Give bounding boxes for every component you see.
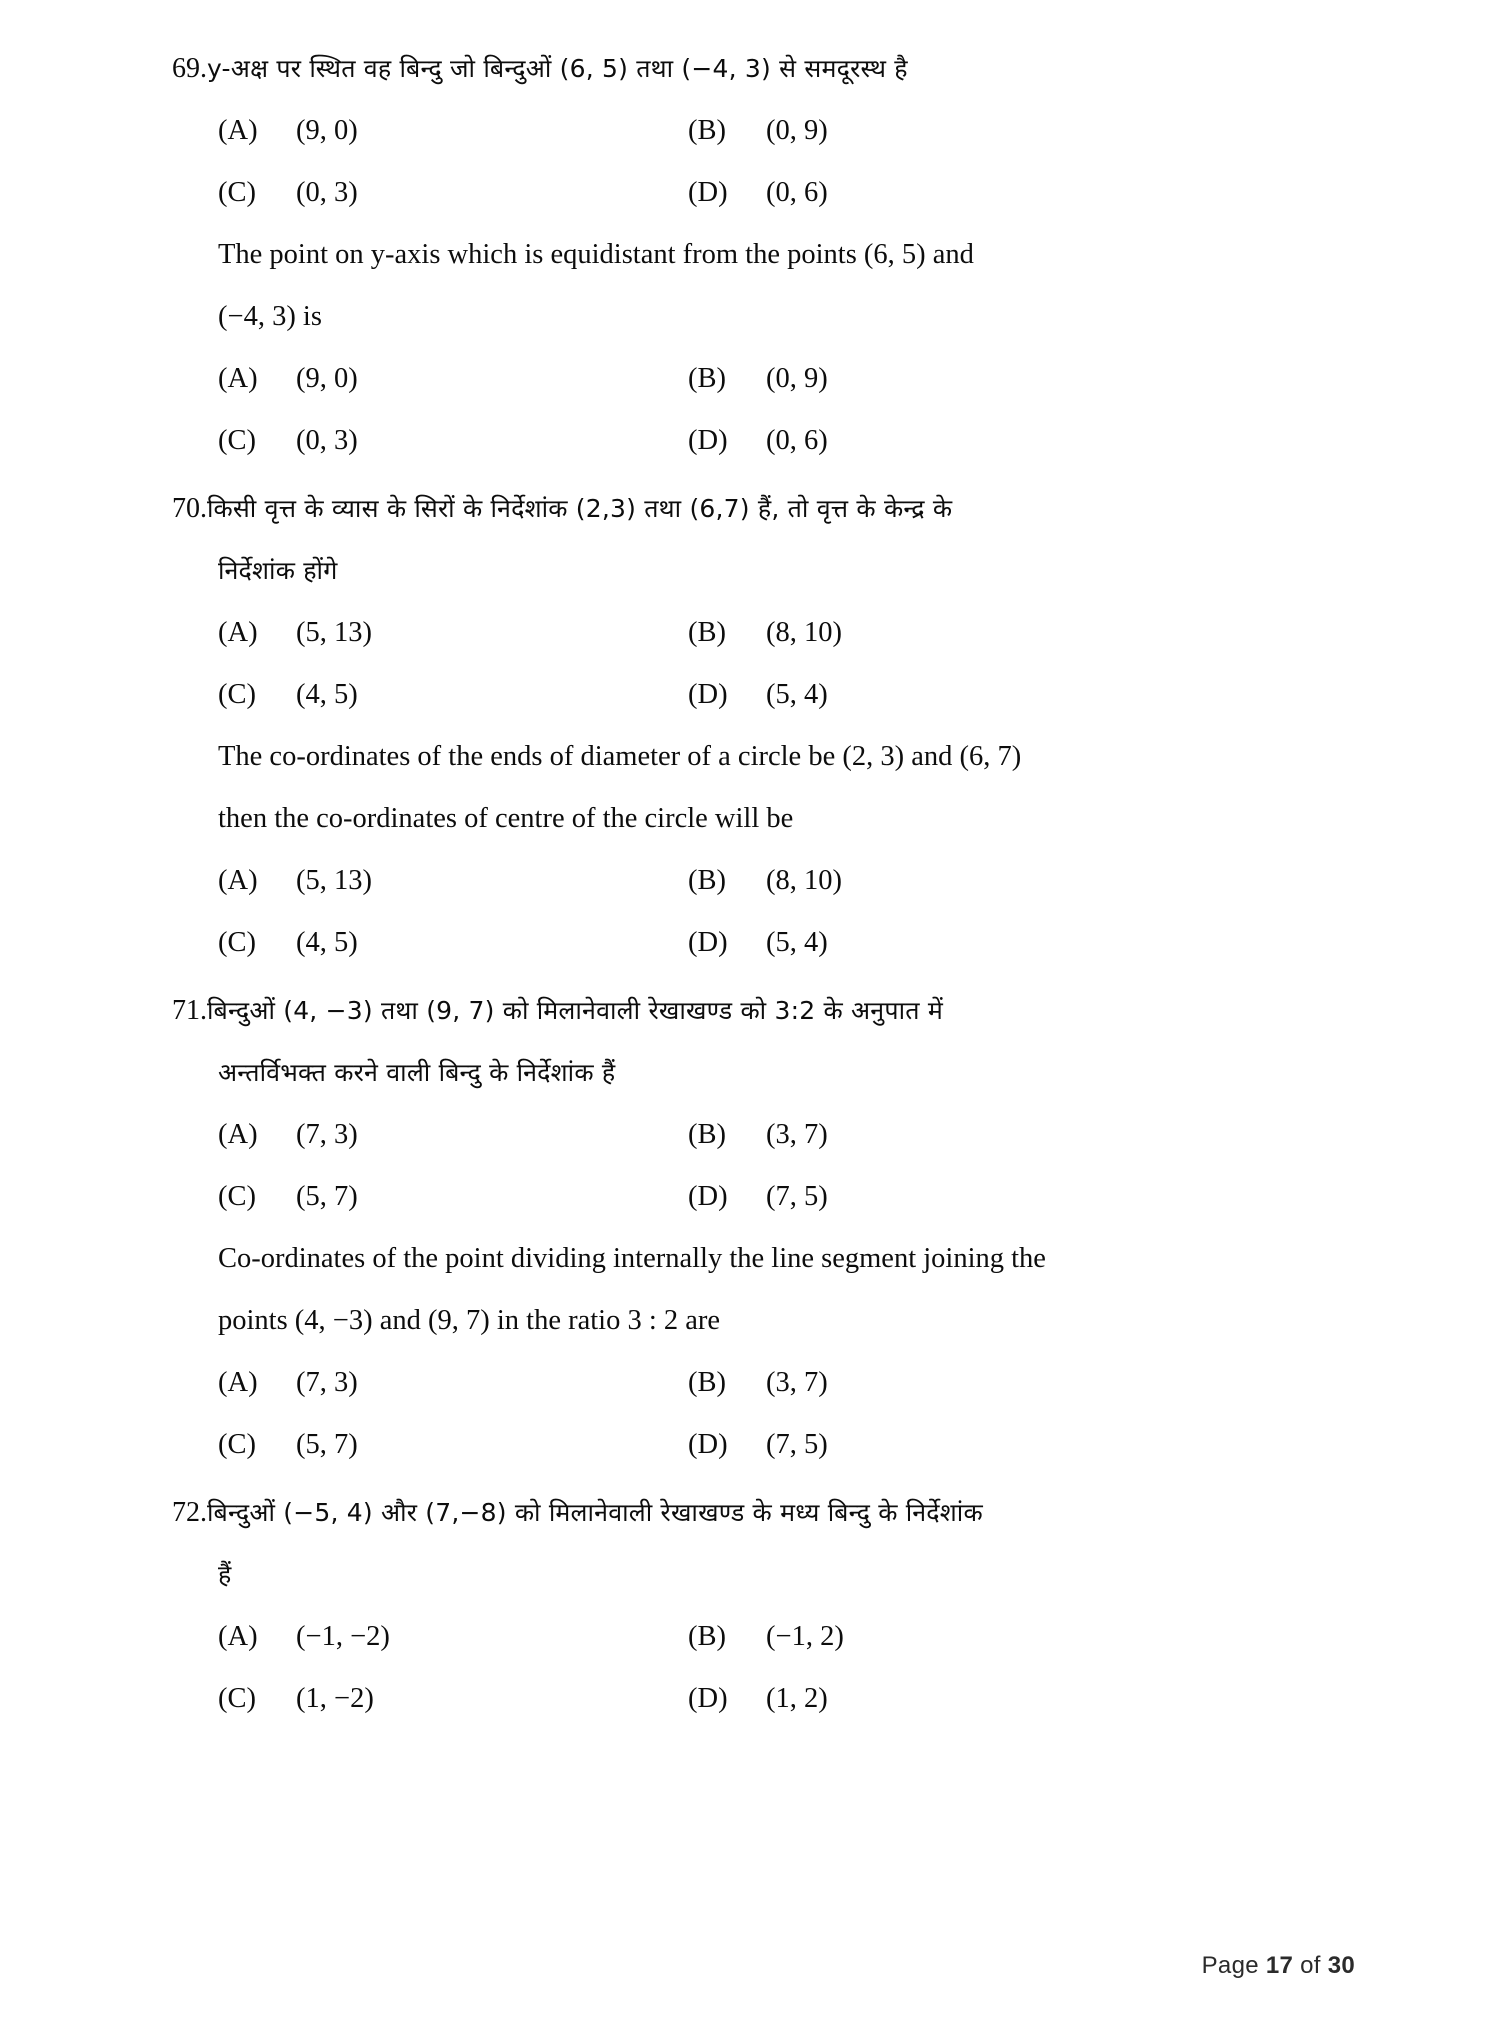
option-c[interactable] — [218, 1668, 688, 1730]
option-c[interactable] — [218, 1414, 688, 1476]
footer-current-page: 17 — [1265, 1952, 1294, 1979]
question-71-hindi-line-2: अन्तर्विभक्त करने वाली बिन्दु के निर्देशांक हैं — [218, 1058, 616, 1087]
question-71 — [172, 980, 1302, 1476]
option-c[interactable] — [218, 664, 688, 726]
option-b[interactable] — [688, 850, 1158, 912]
question-71-hindi-options-row-1 — [172, 1104, 1302, 1166]
question-70 — [172, 478, 1302, 974]
option-c-value: (5, 7) — [296, 1181, 358, 1212]
option-d-value: (7, 5) — [766, 1181, 828, 1212]
option-a[interactable] — [218, 1104, 688, 1166]
option-d-value: (5, 4) — [766, 679, 828, 710]
question-70-number: 70. — [172, 493, 207, 524]
footer-prefix: Page — [1201, 1952, 1266, 1979]
option-a-key: (A) — [218, 1367, 258, 1398]
question-71-english-line-2: points (4, −3) and (9, 7) in the ratio 3 : 2 are — [218, 1305, 721, 1336]
page-footer — [1202, 1952, 1355, 1980]
question-69-hindi-line-1 — [172, 38, 1302, 100]
question-69-hindi-text: y-अक्ष पर स्थित वह बिन्दु जो बिन्दुओं (6, 5) तथा (−4, 3) से समदूरस्थ है — [207, 54, 908, 83]
option-a-key: (A) — [218, 1119, 258, 1150]
option-d-value: (1, 2) — [766, 1683, 828, 1714]
option-b-key: (B) — [688, 1621, 726, 1652]
question-69-hindi-options-row-2 — [172, 162, 1302, 224]
question-69-english-options-row-2 — [172, 410, 1302, 472]
option-a[interactable] — [218, 348, 688, 410]
option-a[interactable] — [218, 1352, 688, 1414]
question-70-hindi-text: किसी वृत्त के व्यास के सिरों के निर्देशांक (2,3) तथा (6,7) हैं, तो वृत्त के केन्द्र के — [207, 494, 953, 523]
option-a-key: (A) — [218, 865, 258, 896]
option-c-value: (5, 7) — [296, 1429, 358, 1460]
option-b[interactable] — [688, 602, 1158, 664]
option-a[interactable] — [218, 100, 688, 162]
option-b-value: (8, 10) — [766, 617, 842, 648]
option-b-key: (B) — [688, 865, 726, 896]
footer-middle: of — [1293, 1952, 1328, 1979]
option-c-value: (0, 3) — [296, 177, 358, 208]
option-b-value: (0, 9) — [766, 115, 828, 146]
question-71-english-line-1: Co-ordinates of the point dividing internally the line segment joining the — [218, 1243, 1046, 1274]
footer-total-pages: 30 — [1327, 1952, 1355, 1979]
option-d-key: (D) — [688, 177, 728, 208]
option-c[interactable] — [218, 912, 688, 974]
option-a-value: (9, 0) — [296, 363, 358, 394]
option-b-value: (3, 7) — [766, 1119, 828, 1150]
option-d[interactable] — [688, 1414, 1158, 1476]
option-c-key: (C) — [218, 177, 256, 208]
question-69 — [172, 38, 1302, 472]
option-c-value: (1, −2) — [296, 1683, 374, 1714]
question-71-number: 71. — [172, 995, 207, 1026]
option-c-key: (C) — [218, 1683, 256, 1714]
option-c[interactable] — [218, 410, 688, 472]
option-d[interactable] — [688, 410, 1158, 472]
question-70-english-options-row-2 — [172, 912, 1302, 974]
option-c[interactable] — [218, 162, 688, 224]
question-69-english-options-row-1 — [172, 348, 1302, 410]
option-c-value: (4, 5) — [296, 927, 358, 958]
option-b-value: (8, 10) — [766, 865, 842, 896]
option-d[interactable] — [688, 664, 1158, 726]
option-a-value: (7, 3) — [296, 1367, 358, 1398]
option-d-key: (D) — [688, 1683, 728, 1714]
option-c-value: (0, 3) — [296, 425, 358, 456]
question-72 — [172, 1482, 1302, 1730]
option-d-value: (0, 6) — [766, 177, 828, 208]
option-a-value: (9, 0) — [296, 115, 358, 146]
option-b[interactable] — [688, 1352, 1158, 1414]
option-b-key: (B) — [688, 1119, 726, 1150]
option-d-key: (D) — [688, 425, 728, 456]
option-a-key: (A) — [218, 115, 258, 146]
question-70-english-line-1: The co-ordinates of the ends of diameter of a circle be (2, 3) and (6, 7) — [218, 741, 1022, 772]
option-d-key: (D) — [688, 1181, 728, 1212]
question-71-hindi-line-1 — [172, 980, 1302, 1042]
option-a[interactable] — [218, 602, 688, 664]
option-d-value: (5, 4) — [766, 927, 828, 958]
option-b-value: (0, 9) — [766, 363, 828, 394]
option-d-key: (D) — [688, 1429, 728, 1460]
question-72-hindi-text: बिन्दुओं (−5, 4) और (7,−8) को मिलानेवाली रेखाखण्ड के मध्य बिन्दु के निर्देशांक — [207, 1498, 983, 1527]
option-c-value: (4, 5) — [296, 679, 358, 710]
option-d[interactable] — [688, 1668, 1158, 1730]
question-72-hindi-line-2: हैं — [218, 1560, 232, 1589]
option-a-value: (7, 3) — [296, 1119, 358, 1150]
question-70-hindi-line-1 — [172, 478, 1302, 540]
option-b-value: (3, 7) — [766, 1367, 828, 1398]
question-69-english-line-1: The point on y-axis which is equidistant from the points (6, 5) and — [218, 239, 974, 270]
option-b-key: (B) — [688, 115, 726, 146]
question-71-hindi-text: बिन्दुओं (4, −3) तथा (9, 7) को मिलानेवाली रेखाखण्ड को 3:2 के अनुपात में — [207, 996, 943, 1025]
question-72-hindi-line-1 — [172, 1482, 1302, 1544]
option-b[interactable] — [688, 348, 1158, 410]
question-69-number: 69. — [172, 53, 207, 84]
option-a-key: (A) — [218, 1621, 258, 1652]
option-d[interactable] — [688, 912, 1158, 974]
option-a[interactable] — [218, 850, 688, 912]
question-71-english-options-row-2 — [172, 1414, 1302, 1476]
option-c-key: (C) — [218, 1181, 256, 1212]
question-70-hindi-line-2: निर्देशांक होंगे — [218, 556, 338, 585]
option-d-value: (7, 5) — [766, 1429, 828, 1460]
question-72-hindi-options-row-1 — [172, 1606, 1302, 1668]
option-a-key: (A) — [218, 617, 258, 648]
option-b-key: (B) — [688, 1367, 726, 1398]
question-69-english-line-2: (−4, 3) is — [218, 301, 322, 332]
option-a-key: (A) — [218, 363, 258, 394]
option-d-value: (0, 6) — [766, 425, 828, 456]
option-c[interactable] — [218, 1166, 688, 1228]
option-c-key: (C) — [218, 679, 256, 710]
question-71-hindi-options-row-2 — [172, 1166, 1302, 1228]
option-b[interactable] — [688, 100, 1158, 162]
option-d[interactable] — [688, 1166, 1158, 1228]
option-a-value: (−1, −2) — [296, 1621, 390, 1652]
option-c-key: (C) — [218, 927, 256, 958]
question-72-number: 72. — [172, 1497, 207, 1528]
option-d-key: (D) — [688, 927, 728, 958]
option-b-key: (B) — [688, 363, 726, 394]
option-a-value: (5, 13) — [296, 865, 372, 896]
option-b[interactable] — [688, 1104, 1158, 1166]
option-a-value: (5, 13) — [296, 617, 372, 648]
question-70-english-line-2: then the co-ordinates of centre of the circle will be — [218, 803, 794, 834]
option-a[interactable] — [218, 1606, 688, 1668]
option-c-key: (C) — [218, 1429, 256, 1460]
option-d-key: (D) — [688, 679, 728, 710]
option-c-key: (C) — [218, 425, 256, 456]
question-72-hindi-options-row-2 — [172, 1668, 1302, 1730]
question-70-english-options-row-1 — [172, 850, 1302, 912]
question-71-english-options-row-1 — [172, 1352, 1302, 1414]
option-b-value: (−1, 2) — [766, 1621, 844, 1652]
question-list — [172, 38, 1302, 1736]
question-69-hindi-options-row-1 — [172, 100, 1302, 162]
option-b-key: (B) — [688, 617, 726, 648]
question-70-hindi-options-row-2 — [172, 664, 1302, 726]
question-70-hindi-options-row-1 — [172, 602, 1302, 664]
option-d[interactable] — [688, 162, 1158, 224]
option-b[interactable] — [688, 1606, 1158, 1668]
